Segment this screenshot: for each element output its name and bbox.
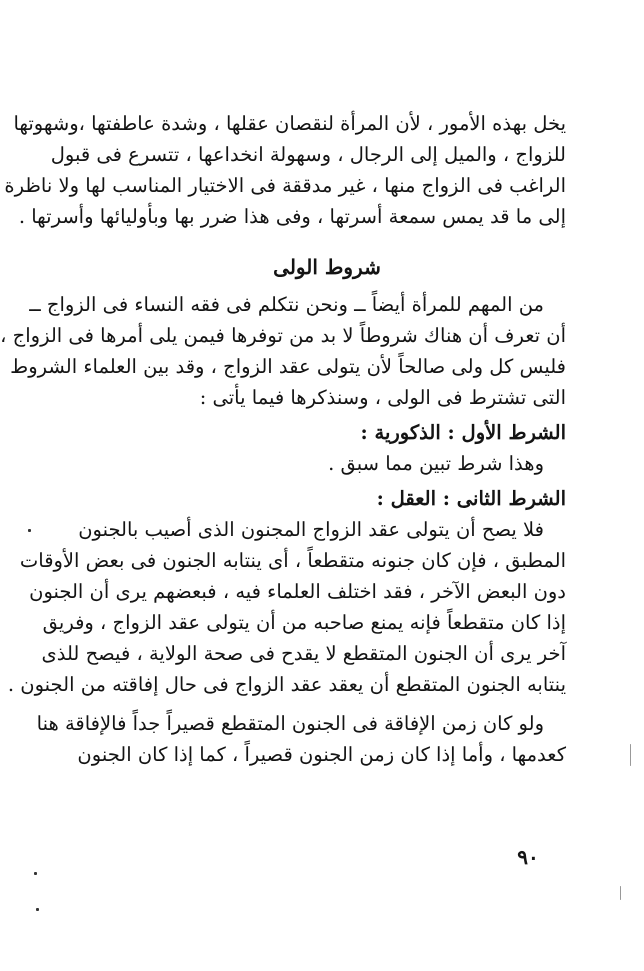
text-line: التى تشترط فى الولى ، وسنذكرها فيما يأتى : <box>199 386 566 409</box>
text-line: يخل بهذه الأمور ، لأن المرأة لنقصان عقلها ، وشدة عاطفتها ،وشهوتها <box>13 112 566 135</box>
scan-speck <box>620 886 621 900</box>
text-line: للزواج ، والميل إلى الرجال ، وسهولة انخداعها ، تتسرع فى قبول <box>50 143 566 166</box>
text-line: إذا كان متقطعاً فإنه يمنع صاحبه من أن يتولى عقد الزواج ، وفريق <box>42 611 566 634</box>
text-line: ينتابه الجنون المتقطع أن يعقد عقد الزواج فى حال إفاقته من الجنون . <box>7 673 566 696</box>
text-line: أن تعرف أن هناك شروطاً لا بد من توفرها فيمن يلى أمرها فى الزواج ، <box>0 324 566 347</box>
page-number: ٩٠ <box>517 845 539 869</box>
scan-speck <box>34 872 37 875</box>
text-line: كعدمها ، وأما إذا كان زمن الجنون قصيراً ، كما إذا كان الجنون <box>77 743 566 766</box>
condition-1-text: وهذا شرط تبين مما سبق . <box>328 452 544 475</box>
condition-2-title: الشرط الثانى : العقل : <box>376 487 566 510</box>
section-title: شروط الولى <box>273 255 381 279</box>
paragraph-sanity <box>7 514 566 700</box>
text-line: فلا يصح أن يتولى عقد الزواج المجنون الذى أصيب بالجنون <box>78 518 544 541</box>
page-body <box>0 108 566 770</box>
text-line: ولو كان زمن الإفاقة فى الجنون المتقطع قصيراً جداً فالإفاقة هنا <box>36 712 544 735</box>
text-line: دون البعض الآخر ، فقد اختلف العلماء فيه ، فبعضهم يرى أن الجنون <box>29 580 566 603</box>
text-line: إلى ما قد يمس سمعة أسرتها ، وفى هذا ضرر بها وبأوليائها وأسرتها . <box>18 205 566 228</box>
text-line: المطبق ، فإن كان جنونه متقطعاً ، أى ينتابه الجنون فى بعض الأوقات <box>19 549 566 572</box>
text-line: فليس كل ولى صالحاً لأن يتولى عقد الزواج ، وقد بين العلماء الشروط <box>10 355 566 378</box>
paragraph-recovery <box>36 708 566 770</box>
condition-1-title: الشرط الأول : الذكورية : <box>360 421 566 444</box>
scan-speck <box>28 529 31 532</box>
paragraph-intro <box>4 108 566 232</box>
text-line: الراغب فى الزواج منها ، غير مدققة فى الاختيار المناسب لها ولا ناظرة <box>4 174 566 197</box>
paragraph-wali-conditions <box>0 289 566 413</box>
text-line: آخر يرى أن الجنون المتقطع لا يقدح فى صحة الولاية ، فيصح للذى <box>41 642 566 665</box>
scan-speck <box>630 744 631 766</box>
text-line: من المهم للمرأة أيضاً ــ ونحن نتكلم فى فقه النساء فى الزواج ــ <box>29 293 544 316</box>
scan-speck <box>36 908 39 911</box>
